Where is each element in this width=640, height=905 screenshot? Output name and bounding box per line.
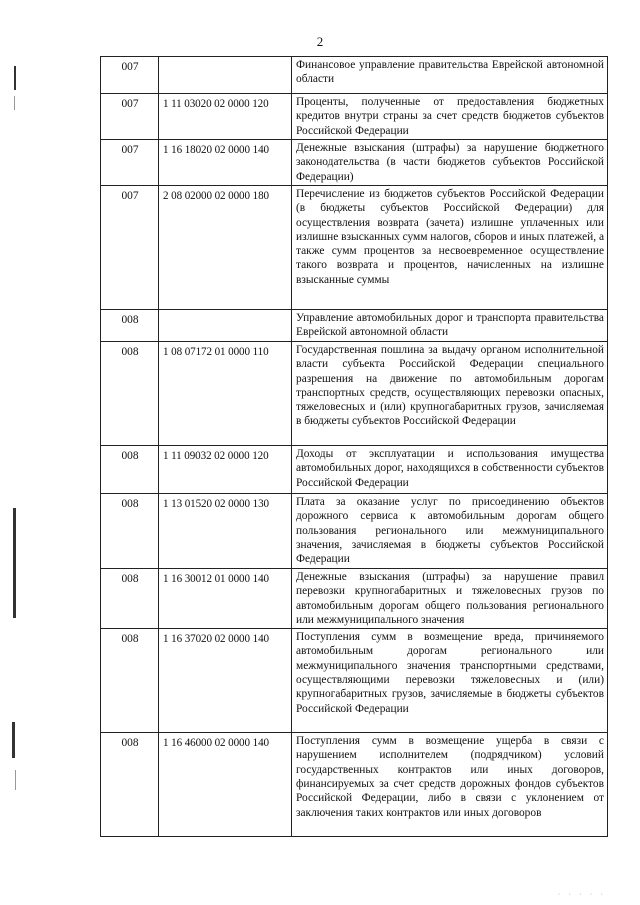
revenue-name-cell: Проценты, полученные от предоставления бюджетных кредитов внутри страны за счет средств бюджетов субъектов Российской Федерации [292, 94, 608, 140]
kbk-cell [159, 57, 292, 94]
kbk-cell: 1 08 07172 01 0000 110 [159, 342, 292, 446]
revenue-name-cell: Поступления сумм в возмещение вреда, причиняемого автомобильным дорогам регионального или межмуниципального значения транспортными средствами, осуществляющими перевозки тяжеловесных и (или) крупногабаритных грузов, зачисляемые в бюджеты субъектов Российской Федерации [292, 629, 608, 733]
scan-artifact [14, 66, 16, 90]
admin-code-cell: 007 [101, 94, 159, 140]
kbk-cell: 1 16 46000 02 0000 140 [159, 733, 292, 837]
kbk-cell: 1 16 30012 01 0000 140 [159, 569, 292, 629]
revenue-administrators-table [100, 56, 608, 837]
kbk-cell: 1 11 03020 02 0000 120 [159, 94, 292, 140]
scan-artifact [15, 770, 16, 790]
kbk-cell: 2 08 02000 02 0000 180 [159, 186, 292, 310]
table-row [101, 733, 608, 837]
revenue-name-cell: Плата за оказание услуг по присоединению объектов дорожного сервиса к автомобильным дорогам общего пользования регионального или межмуниципального значения, зачисляемая в бюджеты субъектов Российской Федерации [292, 494, 608, 569]
kbk-cell: 1 16 18020 02 0000 140 [159, 140, 292, 186]
revenue-name-cell: Управление автомобильных дорог и транспорта правительства Еврейской автономной области [292, 310, 608, 342]
kbk-cell [159, 310, 292, 342]
scan-artifact [14, 96, 15, 110]
revenue-name-cell: Доходы от эксплуатации и использования имущества автомобильных дорог, находящихся в собственности субъектов Российской Федерации [292, 446, 608, 494]
revenue-name-cell: Перечисление из бюджетов субъектов Российской Федерации (в бюджеты субъектов Российской Федерации) для осуществления возврата (зачета) излишне уплаченных или излишне взысканных сумм налогов, сборов и иных платежей, а также сумм процентов за несвоевременное осуществление такого возврата и процентов, начисленных на излишне взысканные суммы [292, 186, 608, 310]
table-row [101, 94, 608, 140]
revenue-name-cell: Государственная пошлина за выдачу органом исполнительной власти субъекта Российской Федерации специального разрешения на движение по автомобильным дорогам транспортных средств, осуществляющих перевозки опасных, тяжеловесных и (или) крупногабаритных грузов, зачисляемая в бюджеты субъектов Российской Федерации [292, 342, 608, 446]
table-body [101, 57, 608, 837]
table-row [101, 494, 608, 569]
scan-artifact: · · · · · [557, 890, 606, 899]
table-row [101, 140, 608, 186]
admin-code-cell: 008 [101, 494, 159, 569]
revenue-name-cell: Финансовое управление правительства Еврейской автономной области [292, 57, 608, 94]
admin-code-cell: 008 [101, 310, 159, 342]
table-row [101, 57, 608, 94]
page-number: 2 [316, 34, 324, 49]
admin-code-cell: 007 [101, 186, 159, 310]
admin-code-cell: 008 [101, 446, 159, 494]
scan-artifact [12, 722, 15, 758]
table-row [101, 629, 608, 733]
kbk-cell: 1 11 09032 02 0000 120 [159, 446, 292, 494]
revenue-name-cell: Денежные взыскания (штрафы) за нарушение правил перевозки крупногабаритных и тяжеловесных грузов по автомобильным дорогам общего пользования регионального или межмуниципального значения [292, 569, 608, 629]
kbk-cell: 1 13 01520 02 0000 130 [159, 494, 292, 569]
revenue-name-cell: Денежные взыскания (штрафы) за нарушение бюджетного законодательства (в части бюджетов субъектов Российской Федерации) [292, 140, 608, 186]
admin-code-cell: 008 [101, 733, 159, 837]
admin-code-cell: 008 [101, 342, 159, 446]
table-row [101, 342, 608, 446]
revenue-name-cell: Поступления сумм в возмещение ущерба в связи с нарушением исполнителем (подрядчиком) условий государственных контрактов или иных договоров, финансируемых за счет средств дорожных фондов субъектов Российской Федерации, либо в связи с уклонением от заключения таких контрактов или иных договоров [292, 733, 608, 837]
table-row [101, 446, 608, 494]
admin-code-cell: 008 [101, 629, 159, 733]
table-row [101, 310, 608, 342]
table-row [101, 569, 608, 629]
kbk-cell: 1 16 37020 02 0000 140 [159, 629, 292, 733]
admin-code-cell: 007 [101, 57, 159, 94]
scan-artifact [13, 508, 16, 618]
admin-code-cell: 008 [101, 569, 159, 629]
admin-code-cell: 007 [101, 140, 159, 186]
table-row [101, 186, 608, 310]
